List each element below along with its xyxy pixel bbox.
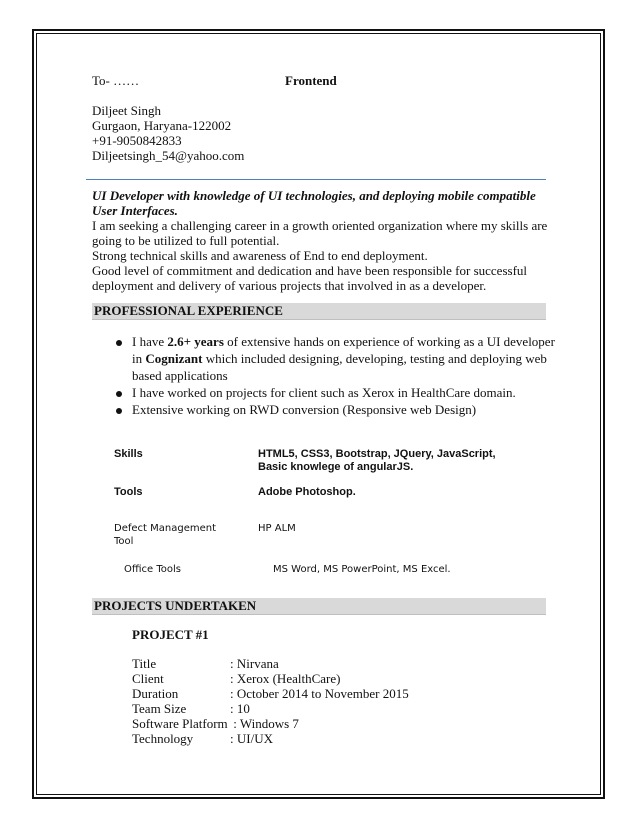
project-field-value: : October 2014 to November 2015 [230, 686, 409, 701]
office-tools-value: MS Word, MS PowerPoint, MS Excel. [273, 564, 451, 575]
header-divider [86, 179, 546, 180]
objective-headline-cont: User Interfaces. [92, 203, 178, 218]
role-heading: Frontend [285, 73, 337, 88]
project-field-label: Duration [132, 686, 179, 701]
project-field-label: Technology [132, 731, 194, 746]
defect-label-cont: Tool [114, 536, 134, 547]
objective-line: going to be utilized to full potential. [92, 233, 280, 248]
bullet-icon [116, 391, 122, 397]
experience-bullet-2: I have worked on projects for client such as Xerox in HealthCare domain. [132, 385, 516, 400]
project-field-value: : Nirvana [230, 656, 279, 671]
bullet-icon [116, 340, 122, 346]
section-title: PROFESSIONAL EXPERIENCE [94, 303, 283, 318]
project-field-value: : UI/UX [230, 731, 273, 746]
section-projects-undertaken [92, 598, 546, 615]
defect-value: HP ALM [258, 523, 296, 534]
contact-phone: +91-9050842833 [92, 133, 182, 148]
recipient-line: To- …… [92, 73, 140, 88]
contact-address: Gurgaon, Haryana-122002 [92, 118, 232, 133]
project-heading: PROJECT #1 [132, 627, 209, 642]
experience-bullet-3: Extensive working on RWD conversion (Responsive web Design) [132, 402, 477, 417]
contact-email[interactable]: Diljeetsingh_54@yahoo.com [92, 148, 245, 163]
objective-line: I am seeking a challenging career in a growth oriented organization where my skills are [92, 218, 548, 233]
contact-name: Diljeet Singh [92, 103, 161, 118]
skills-value-cont: Basic knowlege of angularJS. [258, 461, 414, 473]
project-field-value: : Xerox (HealthCare) [230, 671, 341, 686]
project-field-label: Software Platform [132, 716, 228, 731]
section-title: PROJECTS UNDERTAKEN [94, 598, 257, 613]
experience-bullet-1-cont: in Cognizant which included designing, developing, testing and deploying web [132, 351, 547, 366]
experience-bullet-1-end: based applications [132, 368, 228, 383]
office-tools-label: Office Tools [124, 564, 182, 575]
project-field-value: : 10 [230, 701, 250, 716]
objective-headline: UI Developer with knowledge of UI technologies, and deploying mobile compatible [92, 188, 536, 203]
project-field-label: Title [132, 656, 157, 671]
skills-label: Skills [114, 448, 143, 460]
objective-line: Good level of commitment and dedication and have been responsible for successful [92, 263, 528, 278]
experience-bullet-1: I have 2.6+ years of extensive hands on experience of working as a UI developer [132, 334, 555, 349]
objective-line: deployment and delivery of various projects that involved in as a developer. [92, 278, 487, 293]
bullet-icon [116, 408, 122, 414]
tools-value: Adobe Photoshop. [258, 486, 356, 498]
project-field-value: : Windows 7 [230, 716, 299, 731]
defect-label: Defect Management [114, 523, 216, 534]
tools-label: Tools [114, 486, 143, 498]
project-field-label: Team Size [132, 701, 187, 716]
project-field-label: Client [132, 671, 164, 686]
skills-value: HTML5, CSS3, Bootstrap, JQuery, JavaScript, [258, 448, 496, 460]
section-professional-experience [92, 303, 546, 320]
objective-line: Strong technical skills and awareness of End to end deployment. [92, 248, 428, 263]
